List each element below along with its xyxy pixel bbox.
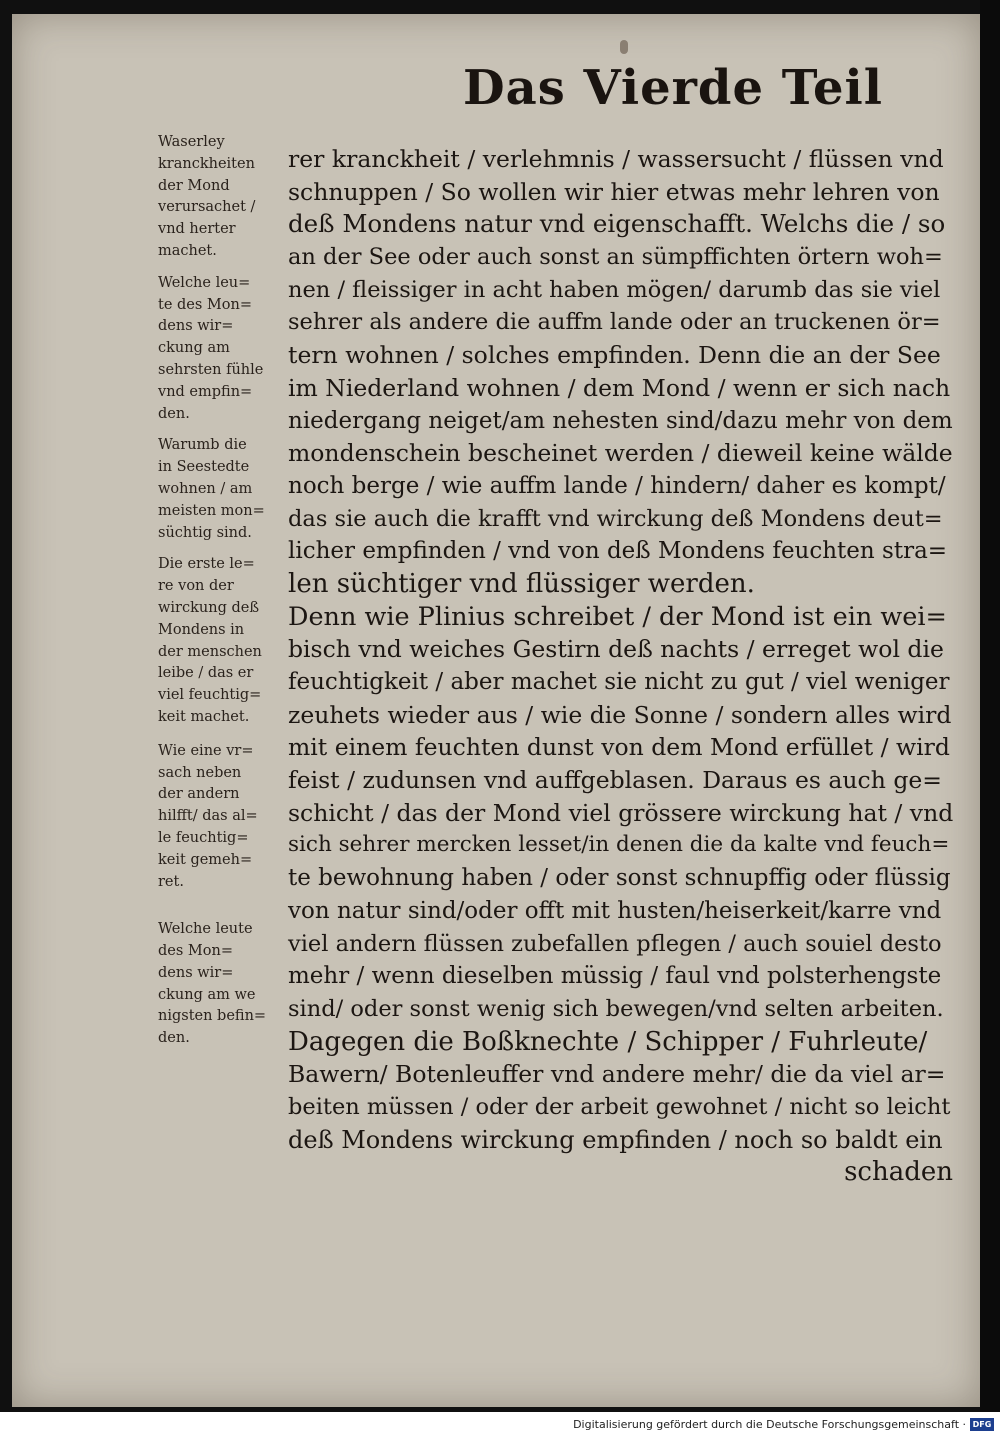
- margin-note: [158, 554, 284, 728]
- text-line: an der See oder auch sonst an sümpffichten örtern woh=: [288, 244, 943, 271]
- margin-note: [158, 132, 284, 263]
- margin-note-line: te des Mon=: [158, 296, 252, 313]
- text-line: sich sehrer mercken lesset/in denen die da kalte vnd feuch=: [288, 832, 950, 858]
- text-line: mondenschein bescheinet werden / dieweil keine wälde: [288, 439, 953, 468]
- margin-note-line: keit gemeh=: [158, 851, 253, 868]
- text-line: im Niederland wohnen / dem Mond / wenn er sich nach: [288, 373, 951, 402]
- margin-notes: [158, 132, 284, 1060]
- margin-note-line: der andern: [158, 786, 240, 803]
- text-line: rer kranckheit / verlehmnis / wassersucht / flüssen vnd: [288, 145, 944, 173]
- margin-note-line: wohnen / am: [158, 480, 253, 497]
- text-line: Denn wie Plinius schreibet / der Mond ist ein wei=: [288, 601, 947, 632]
- text-line: te bewohnung haben / oder sonst schnupffig oder flüssig: [288, 865, 951, 892]
- text-line: Dagegen die Boßknechte / Schipper / Fuhrleute/: [288, 1026, 928, 1057]
- margin-note-line: keit machet.: [158, 708, 250, 725]
- margin-note-line: vnd herter: [158, 221, 236, 238]
- margin-note-line: le feuchtig=: [158, 829, 249, 846]
- margin-note: [158, 273, 284, 426]
- margin-note-line: den.: [158, 405, 190, 422]
- margin-note-line: dens wir=: [158, 318, 234, 335]
- margin-note-line: der menschen: [158, 643, 262, 660]
- margin-note-line: sehrsten fühle: [158, 361, 264, 378]
- margin-note-line: Wie eine vr=: [158, 742, 254, 759]
- margin-note-line: ckung am we: [158, 986, 256, 1003]
- text-line: schaden: [844, 1157, 953, 1188]
- text-line: licher empfinden / vnd von deß Mondens feuchten stra=: [288, 538, 948, 565]
- margin-note-line: Die erste le=: [158, 556, 255, 573]
- text-line: feuchtigkeit / aber machet sie nicht zu gut / viel weniger: [288, 669, 950, 695]
- page-smudge: [620, 40, 628, 54]
- margin-note-line: re von der: [158, 578, 234, 595]
- text-line: len süchtiger vnd flüssiger werden.: [288, 568, 755, 599]
- text-line: bisch vnd weiches Gestirn deß nachts / erreget wol die: [288, 635, 944, 664]
- text-line: nen / fleissiger in acht haben mögen/ darumb das sie viel: [288, 276, 941, 303]
- margin-note-line: wirckung deß: [158, 599, 260, 616]
- text-line: schnuppen / So wollen wir hier etwas mehr lehren von: [288, 177, 940, 206]
- margin-note-line: Mondens in: [158, 621, 245, 638]
- margin-note-line: nigsten befin=: [158, 1008, 267, 1025]
- text-line: von natur sind/oder offt mit husten/heiserkeit/karre vnd: [288, 897, 942, 924]
- text-line: schicht / das der Mond viel grössere wirckung hat / vnd: [288, 798, 954, 827]
- margin-note-line: viel feuchtig=: [158, 687, 262, 704]
- margin-note-line: den.: [158, 1030, 190, 1047]
- funding-credit: Digitalisierung gefördert durch die Deutsche Forschungsgemeinschaft ·: [573, 1418, 966, 1431]
- margin-note-line: leibe / das er: [158, 665, 254, 682]
- margin-note-line: kranckheiten: [158, 155, 255, 172]
- text-line: tern wohnen / solches empfinden. Denn die an der See: [288, 341, 941, 370]
- text-line: sind/ oder sonst wenig sich bewegen/vnd selten arbeiten.: [288, 995, 944, 1022]
- footer-bar: [0, 1415, 1000, 1436]
- margin-note-line: verursachet /: [158, 199, 256, 216]
- text-line: Bawern/ Botenleuffer vnd andere mehr/ die da viel ar=: [288, 1060, 946, 1089]
- scan-edge: [980, 0, 1000, 1412]
- margin-note: [158, 435, 284, 544]
- text-line: zeuhets wieder aus / wie die Sonne / sondern alles wird: [288, 700, 952, 729]
- margin-note-line: in Seestedte: [158, 459, 250, 476]
- dfg-logo: DFG: [970, 1418, 994, 1431]
- text-line: feist / zudunsen vnd auffgeblasen. Daraus es auch ge=: [288, 766, 942, 795]
- text-line: mehr / wenn dieselben müssig / faul vnd polsterhengste: [288, 963, 942, 990]
- text-line: deß Mondens natur vnd eigenschafft. Welchs die / so: [288, 209, 946, 239]
- margin-note-line: meisten mon=: [158, 502, 265, 519]
- text-line: sehrer als andere die auffm lande oder an truckenen ör=: [288, 309, 941, 336]
- text-line: beiten müssen / oder der arbeit gewohnet / nicht so leicht: [288, 1093, 951, 1120]
- margin-note-line: ret.: [158, 873, 184, 890]
- text-line: mit einem feuchten dunst von dem Mond erfüllet / wird: [288, 733, 950, 762]
- margin-note: [158, 919, 284, 1050]
- margin-note-line: machet.: [158, 242, 217, 259]
- margin-note-line: des Mon=: [158, 943, 233, 960]
- margin-note-line: ckung am: [158, 340, 230, 357]
- margin-note-line: hilfft/ das al=: [158, 808, 258, 825]
- margin-note: [158, 741, 284, 894]
- margin-note-line: Welche leute: [158, 921, 253, 938]
- text-line: das sie auch die krafft vnd wirckung deß Mondens deut=: [288, 505, 943, 532]
- running-head: Das Vierde Teil: [463, 60, 883, 116]
- text-line: niedergang neiget/am nehesten sind/dazu mehr von dem: [288, 407, 953, 434]
- margin-note-line: der Mond: [158, 177, 230, 194]
- margin-note-line: dens wir=: [158, 964, 234, 981]
- main-text-block: [288, 143, 953, 1189]
- margin-note-line: Waserley: [158, 134, 225, 150]
- margin-note-line: sach neben: [158, 764, 242, 781]
- text-line: viel andern flüssen zubefallen pflegen / auch souiel desto: [288, 930, 942, 957]
- margin-note-line: vnd empfin=: [158, 383, 253, 400]
- margin-note-line: süchtig sind.: [158, 524, 252, 541]
- text-line: noch berge / wie auffm lande / hindern/ daher es kompt/: [288, 472, 946, 499]
- margin-note-line: Welche leu=: [158, 274, 251, 291]
- text-line: deß Mondens wirckung empfinden / noch so baldt ein: [288, 1125, 943, 1154]
- margin-note-line: Warumb die: [158, 437, 247, 454]
